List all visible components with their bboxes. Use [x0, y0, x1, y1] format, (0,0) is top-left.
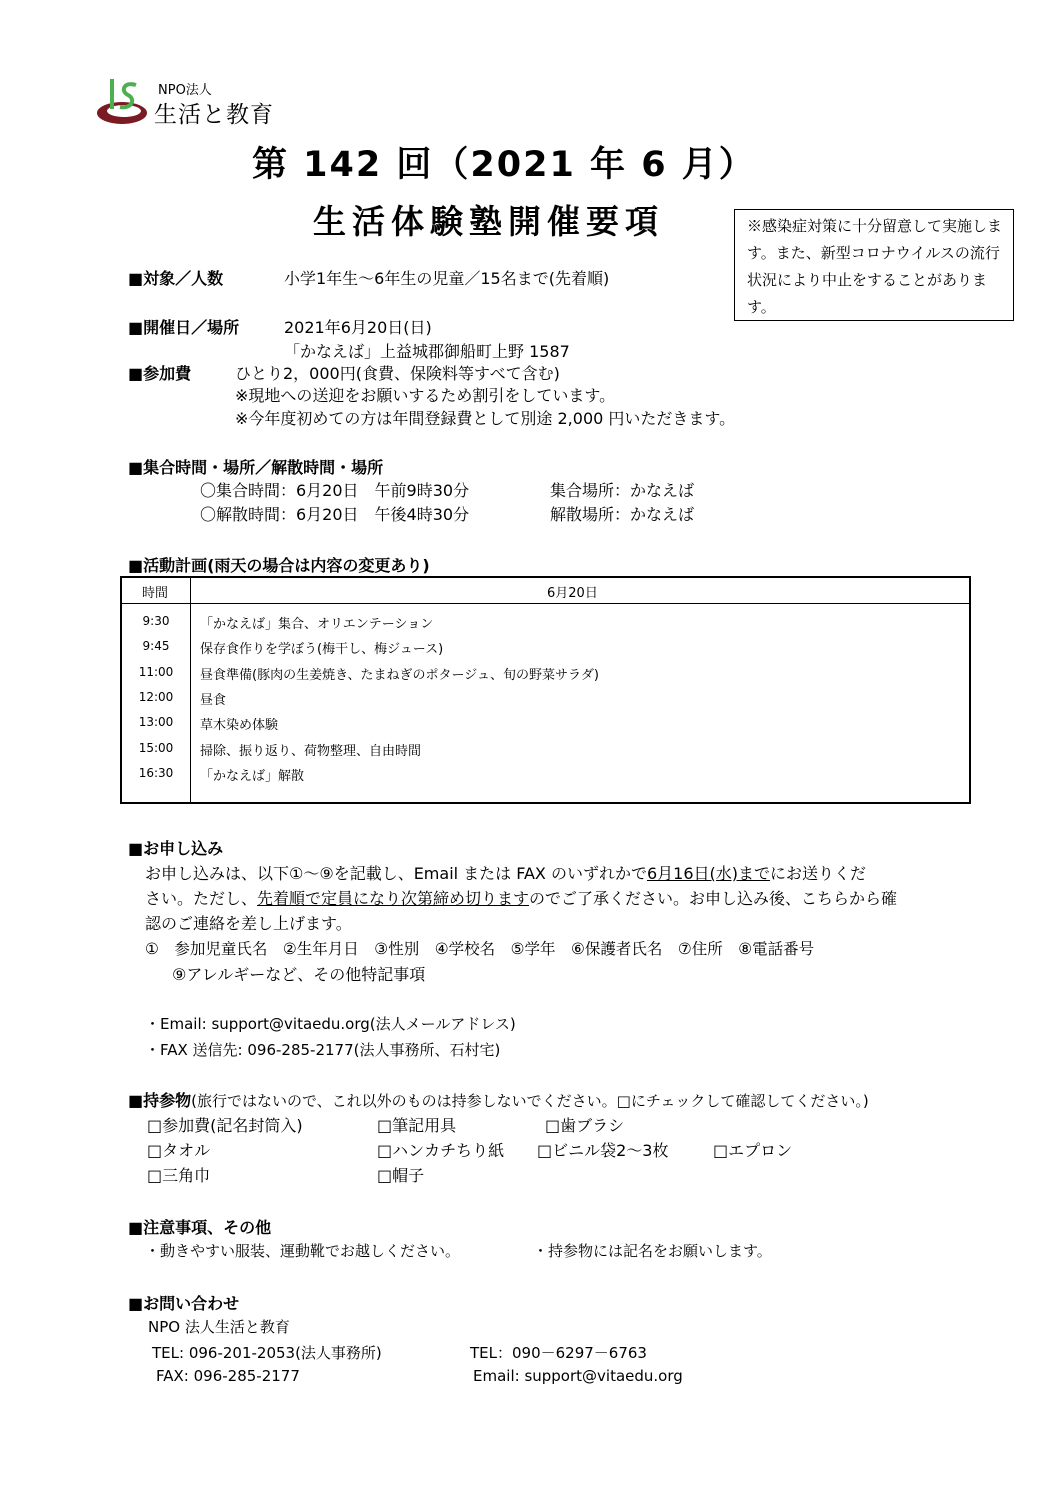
logo-org-name: 生活と教育: [154, 102, 274, 128]
apply-paragraph-line2: [145, 886, 897, 909]
contact-fax: FAX: 096-285-2177: [156, 1367, 300, 1385]
schedule-activity: 昼食準備(豚肉の生姜焼き、たまねぎのポタージュ、旬の野菜サラダ): [200, 668, 599, 683]
note-name-labels: ・持参物には記名をお願いします。: [533, 1242, 772, 1260]
contact-tel-office: TEL: 096-201-2053(法人事務所): [152, 1344, 382, 1362]
page-subtitle: 生活体験塾開催要項: [313, 202, 664, 241]
schedule-header-time: 時間: [142, 586, 169, 601]
schedule-time: 15:00: [138, 741, 174, 755]
belonging-item: □三角巾: [147, 1166, 211, 1185]
schedule-activity: 掃除、振り返り、荷物整理、自由時間: [200, 744, 422, 759]
date-place-label: ■開催日／場所: [128, 318, 240, 337]
logo: [96, 77, 296, 129]
contact-label: ■お問い合わせ: [128, 1294, 240, 1313]
schedule-divider: [190, 578, 191, 802]
event-date: 2021年6月20日(日): [284, 318, 432, 337]
dismiss-place: 解散場所：かなえば: [550, 505, 695, 524]
apply-deadline: 6月16日(水)まで: [646, 864, 771, 883]
schedule-time: 9:45: [142, 639, 170, 653]
schedule-activity: 昼食: [200, 693, 227, 708]
plan-label: ■活動計画(雨天の場合は内容の変更あり): [128, 556, 430, 575]
note-clothing: ・動きやすい服装、運動靴でお越しください。: [145, 1242, 461, 1260]
target-label: ■対象／人数: [128, 269, 224, 288]
fee-value: ひとり2，000円(食費、保険料等すべて含む): [235, 364, 560, 383]
apply-label: ■お申し込み: [128, 839, 224, 858]
belongings-heading: [128, 1088, 869, 1111]
belonging-item: □帽子: [377, 1166, 425, 1185]
page-title: 第 142 回（2021 年 6 月）: [252, 145, 756, 185]
schedule-time: 9:30: [142, 614, 170, 628]
apply-email: ・Email: support@vitaedu.org(法人メールアドレス): [145, 1015, 516, 1033]
belonging-item: □筆記用具: [377, 1116, 457, 1135]
schedule-time: 12:00: [138, 690, 174, 704]
belonging-item: □ビニル袋2～3枚: [537, 1141, 669, 1160]
schedule-time: 16:30: [138, 766, 174, 780]
belonging-item: □ハンカチちり紙: [377, 1141, 505, 1160]
schedule-header-rule: [122, 603, 969, 604]
belonging-item: □タオル: [147, 1141, 211, 1160]
meeting-label: ■集合時間・場所／解散時間・場所: [128, 458, 384, 477]
apply-text: さい。ただし、: [145, 889, 258, 908]
notes-label: ■注意事項、その他: [128, 1218, 272, 1237]
schedule-time: 13:00: [138, 715, 174, 729]
belonging-item: □歯ブラシ: [545, 1116, 625, 1135]
schedule-activity: 「かなえば」解散: [200, 769, 305, 784]
belonging-item: □参加費(記名封筒入): [147, 1116, 303, 1135]
apply-fax: ・FAX 送信先: 096-285-2177(法人事務所、石村宅): [145, 1041, 501, 1059]
schedule-header-date: 6月20日: [547, 586, 598, 601]
fee-note-registration: ※今年度初めての方は年間登録費として別途 2,000 円いただきます。: [235, 409, 736, 428]
fee-label: ■参加費: [128, 364, 192, 383]
contact-email: Email: support@vitaedu.org: [473, 1367, 683, 1385]
apply-text: にお送りくだ: [770, 864, 867, 883]
gather-time: 〇集合時間：6月20日 午前9時30分: [200, 481, 470, 500]
apply-paragraph-line3: 認のご連絡を差し上げます。: [145, 914, 352, 933]
logo-mark-icon: [96, 77, 156, 127]
event-place: 「かなえば」上益城郡御船町上野 1587: [284, 342, 570, 361]
apply-paragraph-line1: [145, 861, 866, 884]
schedule-activity: 「かなえば」集合、オリエンテーション: [200, 617, 434, 632]
belongings-note: (旅行ではないので、これ以外のものは持参しないでください。□にチェックして確認してください。): [191, 1092, 869, 1110]
schedule-table: [120, 576, 971, 804]
belonging-item: □エプロン: [713, 1141, 793, 1160]
gather-place: 集合場所：かなえば: [550, 481, 695, 500]
schedule-activity: 草木染め体験: [200, 718, 279, 733]
fee-note-discount: ※現地への送迎をお願いするため割引をしています。: [235, 386, 616, 405]
belongings-label: ■持参物: [128, 1091, 192, 1110]
apply-first-come: 先着順で定員になり次第締め切ります: [257, 889, 530, 908]
apply-text: のでご了承ください。お申し込み後、こちらから確: [529, 889, 898, 908]
apply-items-line2: ⑨アレルギーなど、その他特記事項: [172, 965, 426, 984]
schedule-activity: 保存食作りを学ぼう(梅干し、梅ジュース): [200, 642, 444, 657]
apply-text: お申し込みは、以下①～⑨を記載し、Email または FAX のいずれかで: [145, 864, 647, 883]
contact-tel-mobile: TEL：090－6297－6763: [470, 1344, 647, 1362]
dismiss-time: 〇解散時間：6月20日 午後4時30分: [200, 505, 470, 524]
contact-org: NPO 法人生活と教育: [148, 1318, 290, 1336]
target-value: 小学1年生～6年生の児童／15名まで(先着順): [284, 269, 610, 288]
apply-items-line1: ① 参加児童氏名 ②生年月日 ③性別 ④学校名 ⑤学年 ⑥保護者氏名 ⑦住所 ⑧電話番号: [145, 940, 815, 958]
logo-org-type: NPO法人: [158, 83, 212, 98]
covid-notice-box: ※感染症対策に十分留意して実施します。また、新型コロナウイルスの流行状況により中止をすることがあります。: [734, 209, 1014, 321]
schedule-time: 11:00: [138, 665, 174, 679]
